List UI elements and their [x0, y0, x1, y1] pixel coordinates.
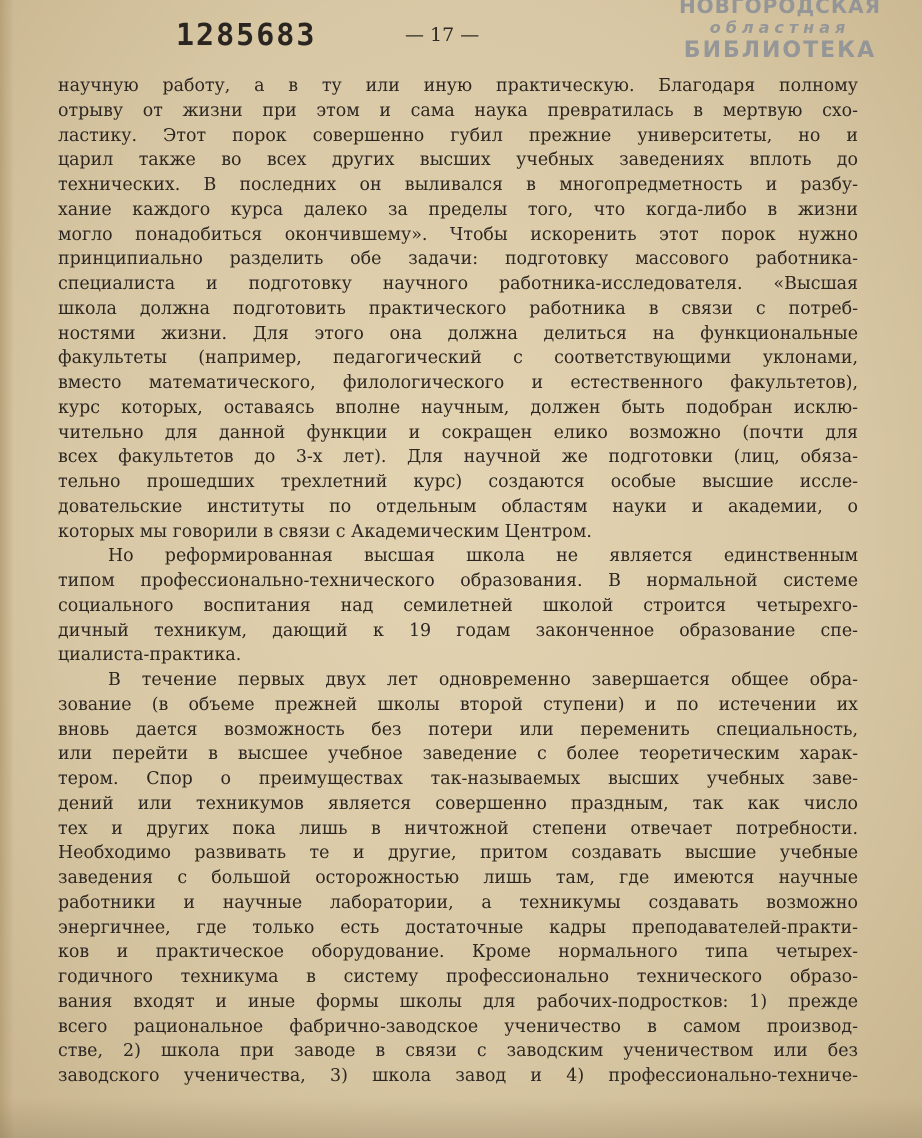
stamp-line-3: БИБЛИОТЕКА [683, 38, 877, 63]
text-line: Но реформированная высшая школа не является единственным [108, 546, 858, 567]
text-line: циалиста-практика. [58, 645, 242, 666]
text-line: ностями жизни. Для этого она должна делиться на функциональные [58, 323, 858, 344]
text-line: зование (в объеме прежней школы второй ступени) и по истечении их [58, 694, 858, 715]
text-line: научную работу, а в ту или иную практическую. Благодаря полному [58, 76, 858, 96]
page-number: — 17 — [405, 24, 480, 46]
text-line: ластику. Этот порок совершенно губил прежние университеты, но и [58, 125, 858, 146]
text-line: дений или техникумов является совершенно праздным, так как число [58, 793, 858, 814]
text-line: типом профессионально-технического образования. В нормальной системе [58, 571, 858, 591]
text-line: школа должна подготовить практического работника в связи с потреб- [58, 298, 858, 319]
text-line: стве, 2) школа при заводе в связи с заводским ученичеством или без [58, 1041, 858, 1062]
text-line: факультеты (например, педагогический с соответствующими уклонами, [58, 348, 858, 369]
text-line: вновь дается возможность без потери или переменить специальность, [58, 719, 858, 740]
text-line: тером. Спор о преимуществах так-называемых высших учебных заве- [58, 769, 858, 789]
stamp-line-2: областная [709, 18, 851, 37]
text-line: специалиста и подготовку научного работника-исследователя. «Высшая [58, 274, 858, 294]
text-line: дичный техникум, дающий к 19 годам законченное образование спе- [58, 620, 858, 641]
text-line: курс которых, оставаясь вполне научным, должен быть подобран исклю- [58, 397, 858, 418]
text-line: заводского ученичества, 3) школа завод и 4) профессионально-техниче- [58, 1066, 858, 1086]
text-line: ков и практическое оборудование. Кроме нормального типа четырех- [58, 942, 858, 963]
text-line: тельно прошедших трехлетний курс) создаются особые высшие иссле- [58, 472, 858, 492]
text-line: Необходимо развивать те и другие, притом создавать высшие учебные [58, 843, 858, 864]
text-line: всех факультетов до 3-х лет). Для научной же подготовки (лиц, обяза- [58, 447, 858, 468]
text-line: работники и научные лаборатории, а техникумы создавать возможно [58, 892, 858, 913]
text-line: технических. В последних он выливался в многопредметность и разбу- [58, 175, 858, 195]
text-line: принципиально разделить обе задачи: подготовку массового работника- [58, 249, 858, 270]
text-line: или перейти в высшее учебное заведение с более теоретическим харак- [58, 744, 858, 765]
text-line: довательские институты по отдельным областям науки и академии, о [58, 496, 858, 517]
stamp-line-1: НОВГОРОДСКАЯ [678, 0, 882, 18]
text-line: вания входят и иные формы школы для рабочих-подростков: 1) прежде [58, 991, 858, 1012]
text-line: отрыву от жизни при этом и сама наука превратилась в мертвую схо- [58, 100, 858, 121]
text-line: хание каждого курса далеко за пределы того, что когда-либо в жизни [58, 199, 858, 220]
text-line: энергичнее, где только есть достаточные кадры преподавателей-практи- [58, 917, 858, 938]
text-line: которых мы говорили в связи с Академическим Центром. [58, 521, 592, 542]
text-line: вместо математического, филологического и естественного факультетов), [58, 373, 858, 393]
text-line: социального воспитания над семилетней школой строится четырехго- [58, 595, 858, 616]
text-line: могло понадобиться окончившему». Чтобы искоренить этот порок нужно [58, 224, 858, 245]
inventory-number: 1285683 [176, 18, 317, 53]
library-stamp [660, 0, 900, 76]
text-line: всего рациональное фабрично-заводское ученичество в самом производ- [58, 1016, 858, 1037]
text-line: заведения с большой осторожностью лишь там, где имеются научные [58, 868, 858, 888]
text-line: чительно для данной функции и сокращен елико возможно (почти для [58, 422, 858, 443]
body-text [58, 74, 858, 1089]
text-line: годичного техникума в систему профессионально технического образо- [58, 967, 858, 987]
text-line: царил также во всех других высших учебных заведениях вплоть до [58, 150, 858, 171]
text-line: тех и других пока лишь в ничтожной степени отвечает потребности. [58, 818, 858, 839]
text-line: В течение первых двух лет одновременно завершается общее обра- [108, 670, 858, 690]
